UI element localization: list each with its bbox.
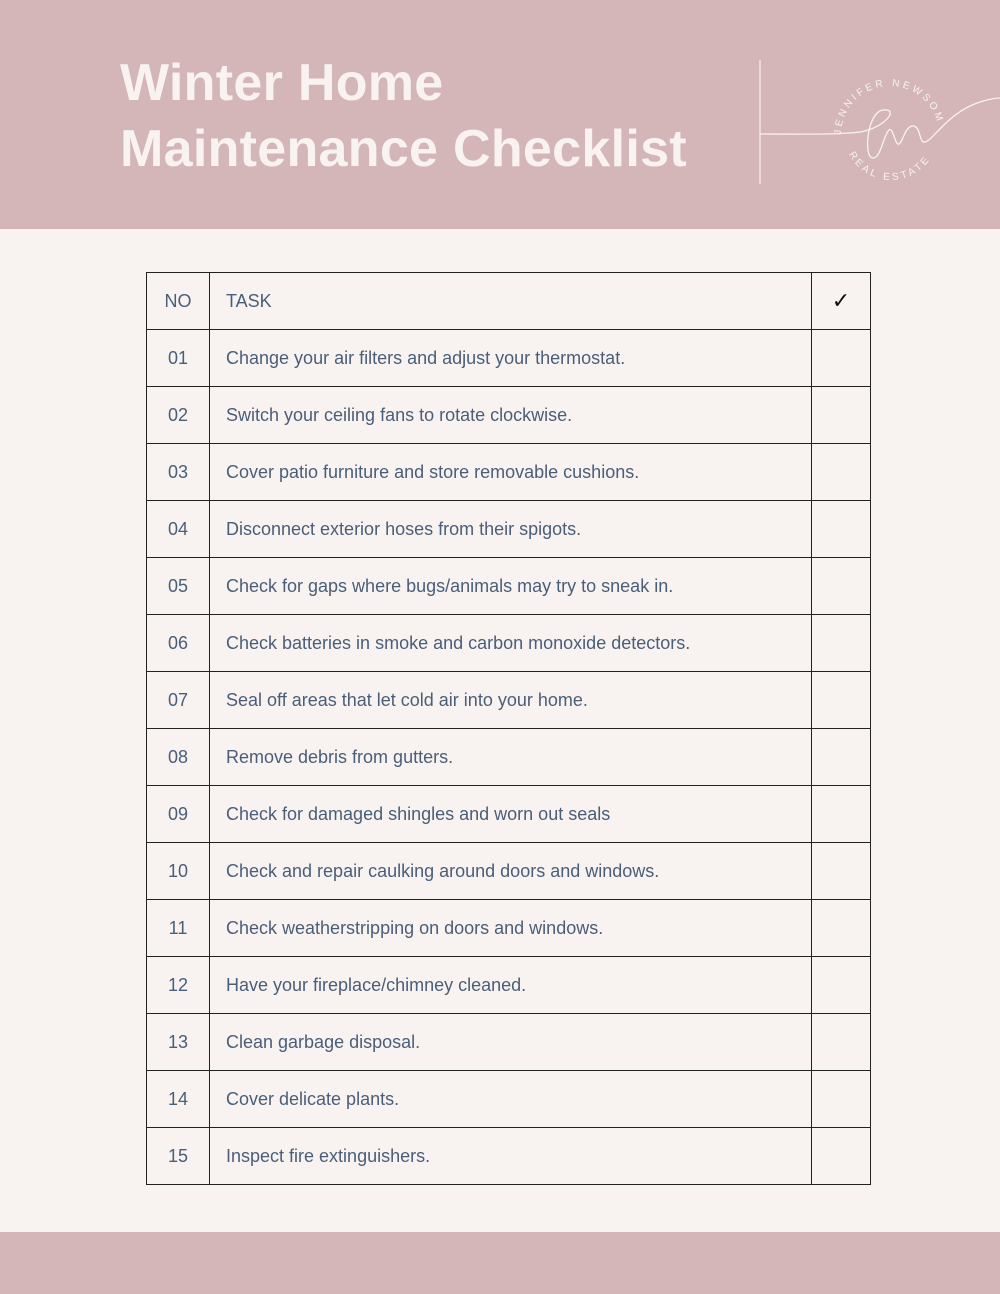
row-number: 11 — [147, 900, 210, 957]
title-line-2: Maintenance Checklist — [120, 120, 687, 178]
table-row — [147, 1071, 871, 1128]
row-checkbox[interactable] — [812, 615, 871, 672]
header-band — [0, 0, 1000, 229]
table-header-row — [147, 273, 871, 330]
row-checkbox[interactable] — [812, 1014, 871, 1071]
svg-text:REAL ESTATE — [846, 150, 933, 183]
row-number: 14 — [147, 1071, 210, 1128]
checklist-table — [146, 272, 871, 1185]
row-task: Clean garbage disposal. — [210, 1014, 812, 1071]
row-task: Seal off areas that let cold air into your home. — [210, 672, 812, 729]
table-row — [147, 615, 871, 672]
row-checkbox[interactable] — [812, 330, 871, 387]
row-number: 15 — [147, 1128, 210, 1185]
title-line-1: Winter Home — [120, 54, 444, 112]
logo-arc-bottom: REAL ESTATE — [846, 149, 934, 184]
row-number: 04 — [147, 501, 210, 558]
row-checkbox[interactable] — [812, 1128, 871, 1185]
header-check — [812, 273, 871, 330]
row-checkbox[interactable] — [812, 1071, 871, 1128]
table-row — [147, 843, 871, 900]
row-task: Check batteries in smoke and carbon monoxide detectors. — [210, 615, 812, 672]
row-task: Remove debris from gutters. — [210, 729, 812, 786]
row-task: Disconnect exterior hoses from their spigots. — [210, 501, 812, 558]
table-row — [147, 1014, 871, 1071]
row-number: 13 — [147, 1014, 210, 1071]
table-row — [147, 444, 871, 501]
table-row — [147, 672, 871, 729]
table-row — [147, 1128, 871, 1185]
row-number: 05 — [147, 558, 210, 615]
row-number: 07 — [147, 672, 210, 729]
row-task: Check for gaps where bugs/animals may try to sneak in. — [210, 558, 812, 615]
row-checkbox[interactable] — [812, 729, 871, 786]
row-number: 10 — [147, 843, 210, 900]
row-task: Check for damaged shingles and worn out seals — [210, 786, 812, 843]
row-number: 01 — [147, 330, 210, 387]
row-task: Change your air filters and adjust your thermostat. — [210, 330, 812, 387]
table-row — [147, 957, 871, 1014]
row-task: Check and repair caulking around doors and windows. — [210, 843, 812, 900]
row-task: Inspect fire extinguishers. — [210, 1128, 812, 1185]
row-number: 08 — [147, 729, 210, 786]
row-checkbox[interactable] — [812, 957, 871, 1014]
table-row — [147, 501, 871, 558]
table-row — [147, 387, 871, 444]
row-number: 12 — [147, 957, 210, 1014]
table-row — [147, 558, 871, 615]
row-checkbox[interactable] — [812, 387, 871, 444]
row-checkbox[interactable] — [812, 501, 871, 558]
row-checkbox[interactable] — [812, 672, 871, 729]
row-checkbox[interactable] — [812, 786, 871, 843]
row-task: Check weatherstripping on doors and windows. — [210, 900, 812, 957]
table-row — [147, 729, 871, 786]
header-task: TASK — [210, 273, 812, 330]
footer-band — [0, 1232, 1000, 1294]
row-task: Have your fireplace/chimney cleaned. — [210, 957, 812, 1014]
page-title — [120, 50, 687, 182]
checkmark-icon: ✓ — [831, 288, 851, 313]
row-checkbox[interactable] — [812, 843, 871, 900]
row-task: Switch your ceiling fans to rotate clockwise. — [210, 387, 812, 444]
table-row — [147, 786, 871, 843]
row-number: 09 — [147, 786, 210, 843]
row-checkbox[interactable] — [812, 558, 871, 615]
row-number: 02 — [147, 387, 210, 444]
row-checkbox[interactable] — [812, 444, 871, 501]
row-task: Cover patio furniture and store removable cushions. — [210, 444, 812, 501]
table-row — [147, 900, 871, 957]
table-row — [147, 330, 871, 387]
jennifer-newsom-logo — [755, 58, 1000, 188]
row-number: 06 — [147, 615, 210, 672]
logo-arc-top: JENNIFER NEWSOM — [832, 77, 946, 136]
header-no: NO — [147, 273, 210, 330]
row-checkbox[interactable] — [812, 900, 871, 957]
row-task: Cover delicate plants. — [210, 1071, 812, 1128]
svg-text:JENNIFER NEWSOM — [833, 78, 946, 135]
row-number: 03 — [147, 444, 210, 501]
